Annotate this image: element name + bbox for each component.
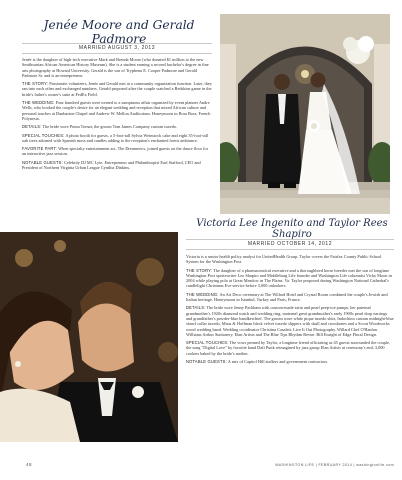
publication-footer: WASHINGTON LIFE | FEBRUARY 2014 | washingtonlife.com xyxy=(275,463,394,467)
story2-wedding-lead: THE WEDDING: xyxy=(186,291,219,297)
story1-date: MARRIED AUGUST 3, 2013 xyxy=(78,45,156,51)
story1-details-lead: DETAILS: xyxy=(22,124,42,130)
story2-paragraph-details xyxy=(186,305,394,337)
story1-special-text: A photo booth for guests, a 5-foot-tall Sylvia Weinstock cake and eight 35-foot-tall oak trees adorned with Spanish moss and candles adding to the reception's enchanted forest ambiance. xyxy=(22,132,208,143)
story2-title: Victoria Lee Ingenito and Taylor Rees Shapiro xyxy=(196,218,388,240)
story2-details-lead: DETAILS: xyxy=(186,305,206,311)
story2-intro-text: Victoria is a senior health policy analyst for UnitedHealth Group. Taylor covers the Fairfax County Public School System for the Washington Post. xyxy=(186,254,382,265)
story2-paragraph-special xyxy=(186,340,394,356)
story2-story-text: The daughter of a pharmaceutical executive and a thoroughbred horse breeder met the son of longtime Washington Post sportswriter Leo Shapiro and Middleburg Life founder and Washington Life columnist Vicky Moon in 2004 while playing polo at Great Meadow in The Plains. Va. Taylor proposed during Washington National Cathedral's candlelight Christmas Eve service before 3,000 onlookers. xyxy=(186,267,392,289)
story1-wedding-lead: THE WEDDING: xyxy=(22,100,55,106)
story1-date-rule xyxy=(22,53,212,54)
story1-paragraph-story xyxy=(22,81,212,97)
story1-wedding-photo xyxy=(220,14,390,214)
story1-special-lead: SPECIAL TOUCHES: xyxy=(22,132,65,138)
story2-paragraph-intro xyxy=(186,254,394,265)
story2-guests-text: A mix of Capitol Hill staffers and government contractors. xyxy=(227,359,329,365)
story2-guests-lead: NOTABLE GUESTS: xyxy=(186,359,227,365)
story2-wedding-photo xyxy=(0,232,178,442)
story2-body xyxy=(186,254,394,367)
story2-title-rule xyxy=(186,239,394,240)
story1-paragraph-favorite xyxy=(22,146,212,157)
story1-title: Jenée Moore and Gerald Padmore xyxy=(43,18,195,46)
story2-story-lead: THE STORY: xyxy=(186,267,213,273)
story1-paragraph-special xyxy=(22,133,212,144)
story2-paragraph-guests xyxy=(186,359,394,364)
story1-guests-text: Celebrity DJ MC Lyte, Entrepreneur and Philanthropist Earl Stafford, CEO and President of Northern Virginia Urban League Cynthia Dinkins. xyxy=(22,159,201,171)
story2-paragraph-story xyxy=(186,268,394,289)
story1-story-text: Passionate volunteers, Jenée and Gerald met at a community organization function. Later, they ran into each other and exchanged numbers. Gerald proposed after the couple watched a Redskins game in the bride's father's owner's suite at FedEx Field. xyxy=(22,81,212,97)
story1-guests-lead: NOTABLE GUESTS: xyxy=(22,159,63,165)
story1-wedding-text: Four hundred guests were treated to a sumptuous affair organized by event planner Andre Wells, who booked the couple's desire for an elegant wedding and reception that mixed African culture and personal touches at Dunbarton Chapel and Andrew W. Mellon Auditorium. Honeymoon in Bora Bora, French Polynesia. xyxy=(22,100,211,121)
story1-paragraph-guests xyxy=(22,160,212,171)
story2-special-text: The vows penned by Taylor, a longtime friend officiating as 45 guests surrounded the couple, the song "Digital Love" by favorite band Daft Punk reimagined by jazz group Elan Artists at ceremony's end, 3,000 cookies baked by the bride's mother. xyxy=(186,340,390,356)
story1-title-rule xyxy=(22,43,212,44)
story2-special-lead: SPECIAL TOUCHES: xyxy=(186,340,229,346)
story1-intro-text: Jenée is the daughter of high-tech executive Mark and Brenda Moore (who donated $1 million to the new Smithsonian African American History Museum). She is a student earning a second bachelor's degree in fine arts photography at Howard University. Gerald is the son of Tryphena E. Cooper Padmore and Gerald Padmore Sr. and is an entrepreneur. xyxy=(22,57,209,78)
story1-paragraph-details xyxy=(22,124,212,129)
couple-on-steps-photo xyxy=(220,14,390,214)
story1-favorite-lead: FAVORITE PART: xyxy=(22,146,58,152)
story2-date: MARRIED OCTOBER 14, 2012 xyxy=(247,241,333,247)
story2-details-text: The bride wore Jenny Packham with custom-made satin and pearl peep-toe pumps, her paternal grandmother's 1920s diamond watch and wedding ring, maternal great grandmother's early 1900s pearl drop earrings and grandfather's powder-blue handkerchief. The groom wore white pique tuxedo shirt, Indochino custom midnight-blue shawl collar tuxedo, Maus & Hoffman black velvet tuxedo slippers with skull and crossbones and a Scout Woodworks wood wedding band. Wedding coordinator Christina Casalett. Live It Out Photography. Willard Chef O'Hanlan. Williams Arthur Stationery. Elan Artists and The Blue Tips Rhythm Revue. Bill Enright of Edge Floral Design. xyxy=(186,305,394,337)
story1-story-lead: THE STORY: xyxy=(22,81,49,87)
story1-body xyxy=(22,57,212,173)
story1-favorite-text: When specialty entertainment act, The Dreamerics, joined guests on the dance floor for an interactive jazz session. xyxy=(22,146,209,157)
story2-wedding-text: An Art Deco ceremony at The Willard Hotel and Crystal Room combined the couple's Jewish and Italian heritage. Honeymoon in Istanbul, Turkey and Paris, France. xyxy=(186,291,388,303)
story1-details-text: The bride wore Pnina Tornai; the groom Tom James Company custom tuxedo. xyxy=(42,124,178,130)
couple-closeup-photo xyxy=(0,232,178,442)
story2-paragraph-wedding xyxy=(186,292,394,303)
story2-date-rule xyxy=(186,249,394,250)
page-number: 48 xyxy=(26,462,32,467)
story1-paragraph-intro xyxy=(22,57,212,78)
story1-paragraph-wedding xyxy=(22,100,212,121)
